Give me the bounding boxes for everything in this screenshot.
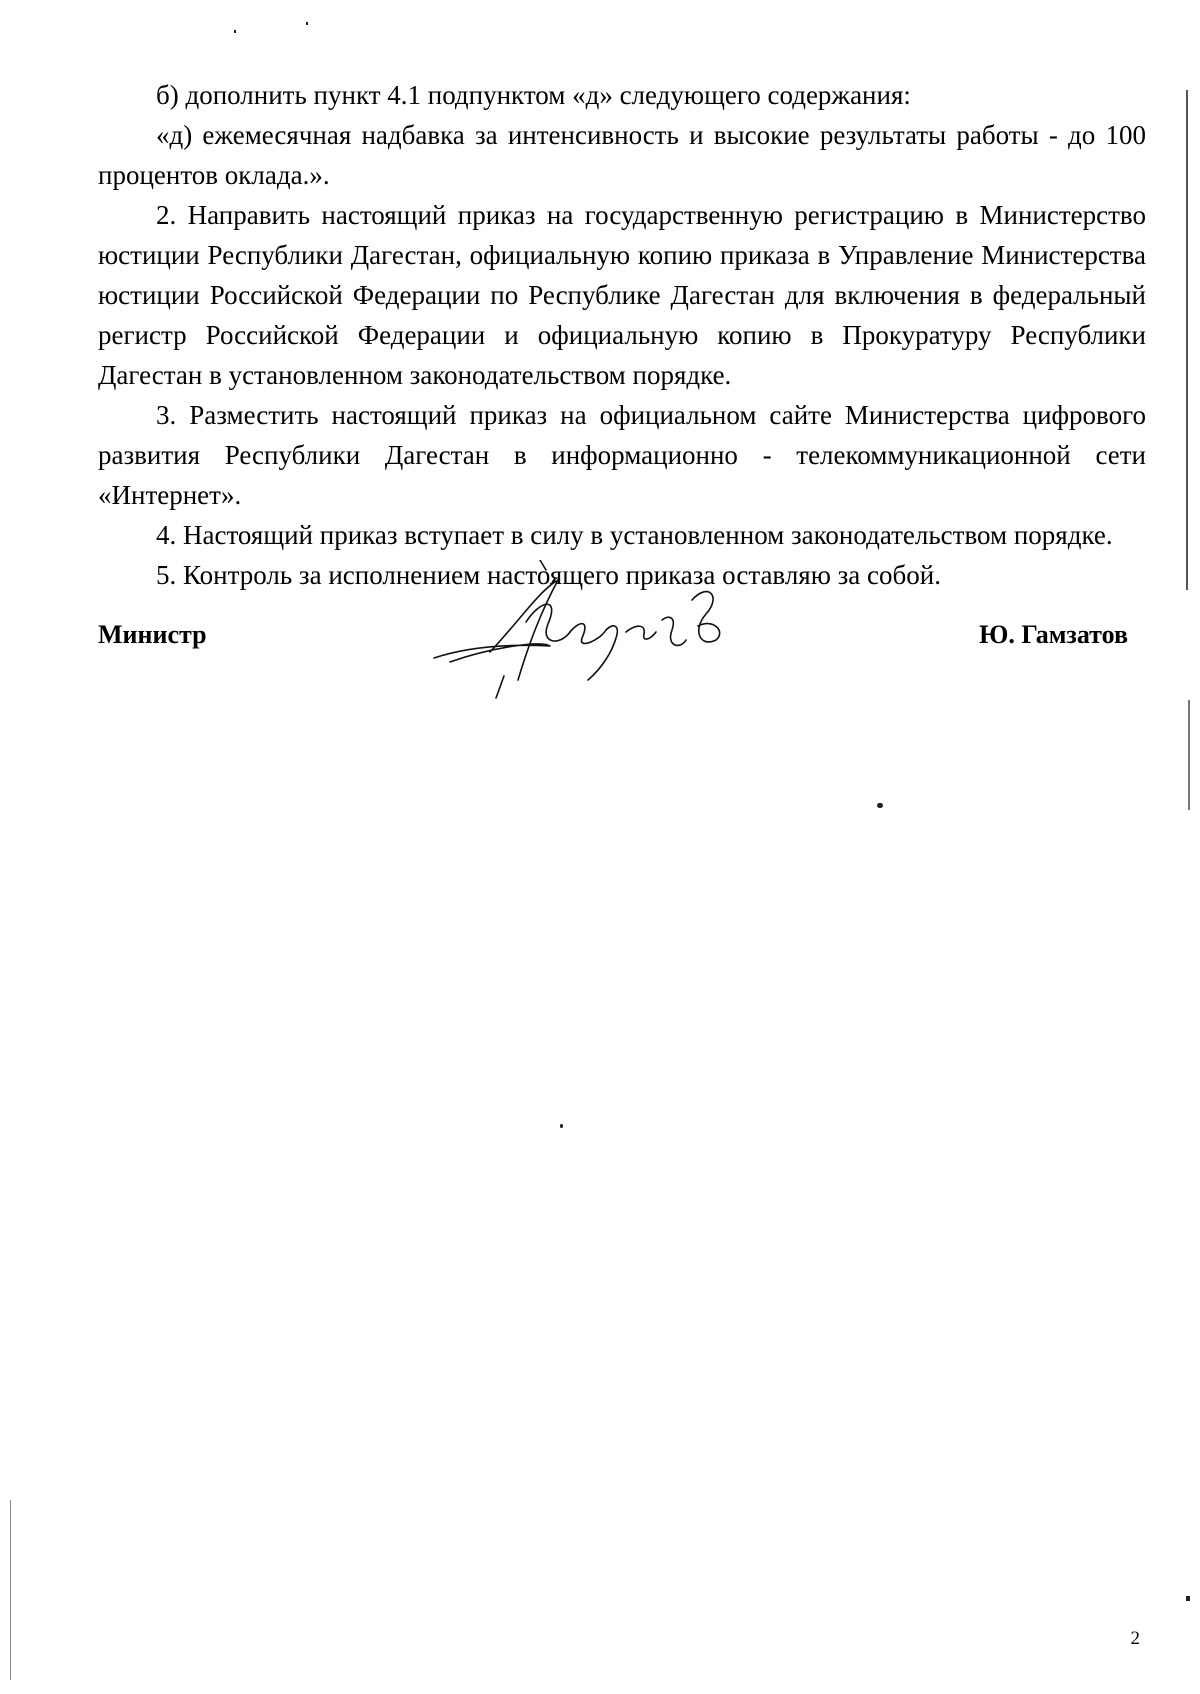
paragraph-item-3: 3. Разместить настоящий приказ на официальном сайте Министерства цифрового развития Республики Дагестан в информационно - телекоммуникационной сети «Интернет». <box>98 400 1146 510</box>
scan-artifact <box>10 1500 11 1680</box>
scan-artifact <box>234 30 236 33</box>
scan-artifact <box>560 1124 563 1128</box>
paragraph-item-5: 5. Контроль за исполнением настоящего приказа оставляю за собой. <box>156 560 941 590</box>
paragraph-amendment-d: «д) ежемесячная надбавка за интенсивность и высокие результаты работы - до 100 процентов оклада.». <box>98 120 1146 190</box>
scan-artifact <box>306 22 308 25</box>
scan-artifact <box>1188 700 1190 810</box>
handwritten-signature <box>430 560 730 710</box>
paragraph-amendment-b: б) дополнить пункт 4.1 подпунктом «д» следующего содержания: <box>156 80 911 110</box>
scan-artifact <box>1186 90 1188 590</box>
signatory-title: Министр <box>98 620 207 649</box>
signatory-name: Ю. Гамзатов <box>979 620 1128 649</box>
document-body <box>98 75 1146 595</box>
page-number: 2 <box>1130 1628 1140 1649</box>
scan-artifact <box>877 803 883 808</box>
scan-artifact <box>1186 1596 1190 1601</box>
paragraph-item-4: 4. Настоящий приказ вступает в силу в установленном законодательством порядке. <box>156 520 1113 550</box>
paragraph-item-2: 2. Направить настоящий приказ на государственную регистрацию в Министерство юстиции Республики Дагестан, официальную копию приказа в Управление Министерства юстиции Российской Федерации по Республике Дагестан для включения в федеральный регистр Российской Федерации и официальную копию в Прокуратуру Республики Дагестан в установленном законодательством порядке. <box>98 200 1146 390</box>
